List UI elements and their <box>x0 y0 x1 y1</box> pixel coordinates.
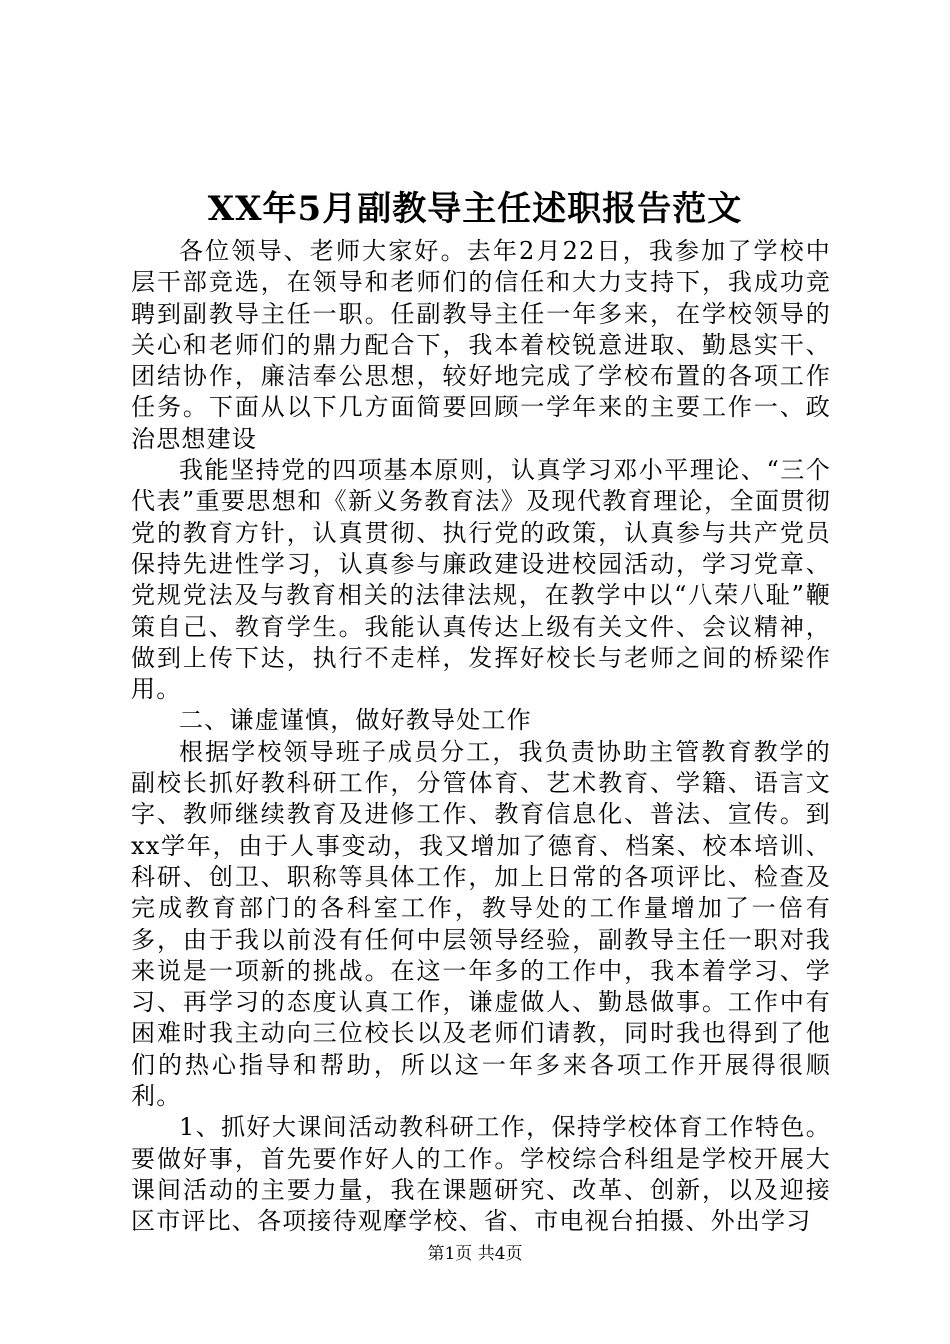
page-number-footer: 第1页 共4页 <box>427 1244 523 1264</box>
document-title: XX年5月副教导主任述职报告范文 <box>207 189 743 229</box>
paragraph-political-thought: 我能坚持党的四项基本原则，认真学习邓小平理论、“三个代表”重要思想和《新义务教育法》及现代教育理论，全面贯彻党的教育方针，认真贯彻、执行党的政策，认真参与共产党员保持先进性学习，认真参与廉政建设进校园活动，学习党章、党规党法及与教育相关的法律法规，在教学中以“八荣八耻”鞭策自己、教育学生。我能认真传达上级有关文件、会议精神，做到上传下达，执行不走样，发挥好校长与老师之间的桥梁作用。 <box>131 456 831 704</box>
section-heading-two: 二、谦虚谨慎，做好教导处工作 <box>179 706 532 735</box>
paragraph-intro: 各位领导、老师大家好。去年2月22日，我参加了学校中层干部竞选，在领导和老师们的信任和大力支持下，我成功竞聘到副教导主任一职。任副教导主任一年多来，在学校领导的关心和老师们的鼎力配合下，我本着校锐意进取、勤恳实干、团结协作，廉洁奉公思想，较好地完成了学校布置的各项工作任务。下面从以下几方面简要回顾一学年来的主要工作一、政治思想建设 <box>131 237 831 453</box>
paragraph-teaching-office: 根据学校领导班子成员分工，我负责协助主管教育教学的副校长抓好教科研工作，分管体育、艺术教育、学籍、语言文字、教师继续教育及进修工作、教育信息化、普法、宣传。到xx学年，由于人事变动，我又增加了德育、档案、校本培训、科研、创卫、职称等具体工作，加上日常的各项评比、检查及完成教育部门的各科室工作，教导处的工作量增加了一倍有多，由于我以前没有任何中层领导经验，副教导主任一职对我来说是一项新的挑战。在这一年多的工作中，我本着学习、学习、再学习的态度认真工作，谦虚做人、勤恳做事。工作中有困难时我主动向三位校长以及老师们请教，同时我也得到了他们的热心指导和帮助，所以这一年多来各项工作开展得很顺利。 <box>131 737 831 1111</box>
document-body <box>131 236 831 1238</box>
paragraph-activities: 1、抓好大课间活动教科研工作，保持学校体育工作特色。要做好事，首先要作好人的工作。学校综合科组是学校开展大课间活动的主要力量，我在课题研究、改革、创新，以及迎接区市评比、各项接待观摩学校、省、市电视台拍摄、外出学习 <box>131 1113 831 1236</box>
